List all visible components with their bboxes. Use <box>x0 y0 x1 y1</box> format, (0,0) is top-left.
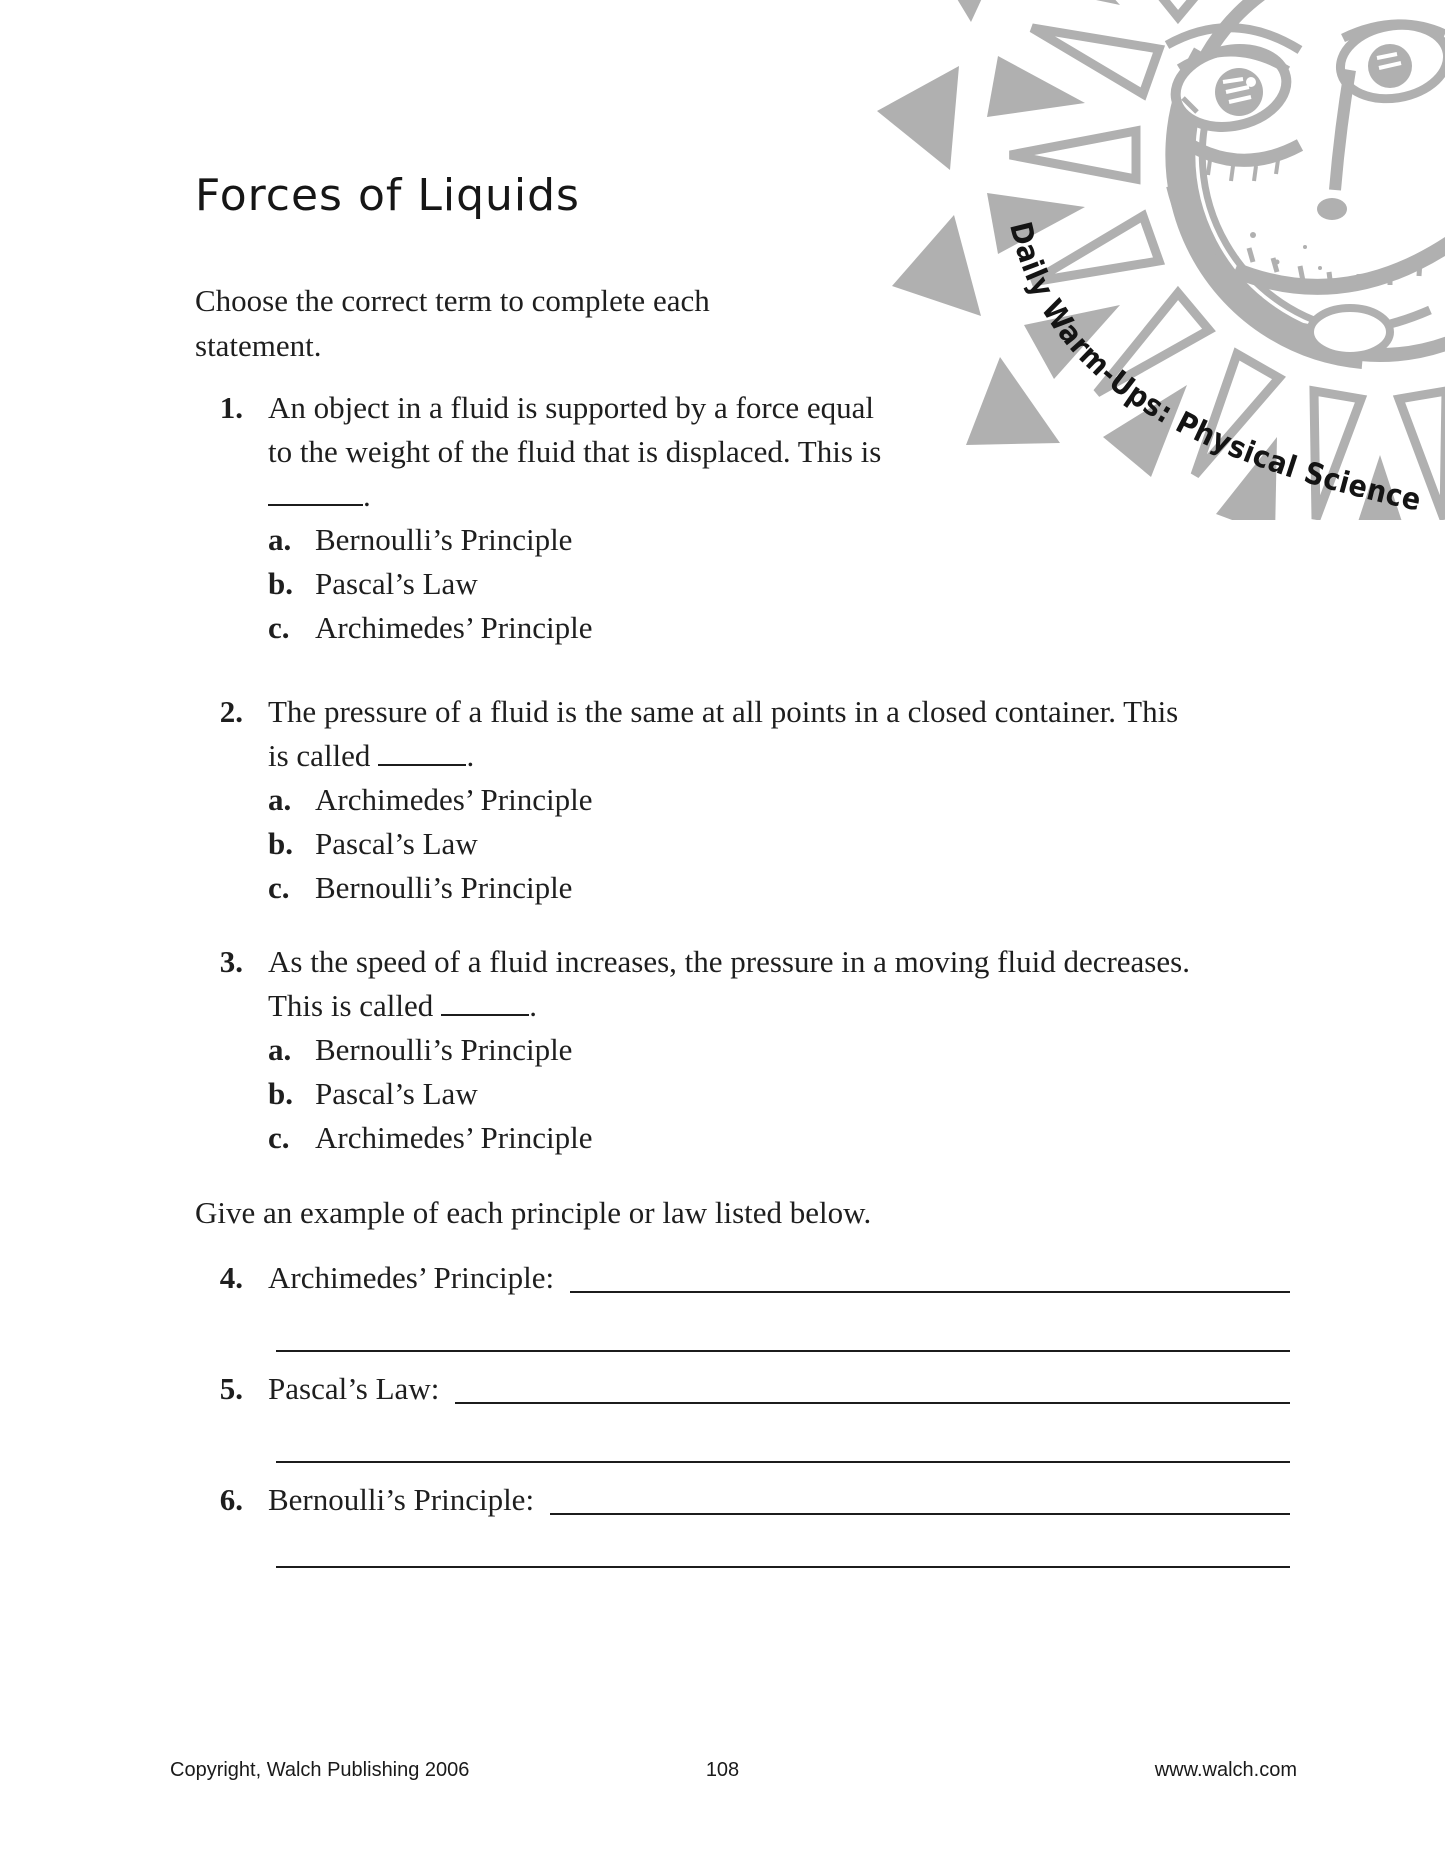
option-letter: b. <box>268 1076 293 1111</box>
question-2 <box>195 690 1178 910</box>
question-text-line: is called . <box>268 734 1178 778</box>
writing-line <box>550 1478 1290 1515</box>
option-letter: a. <box>268 1032 292 1067</box>
option-letter: a. <box>268 522 292 557</box>
watermark-text: Daily Warm-Ups: Physical Science <box>1002 218 1427 519</box>
answer-blank <box>441 984 529 1016</box>
option-a <box>268 518 881 562</box>
footer-website: www.walch.com <box>1154 1759 1297 1781</box>
option-text: Archimedes’ Principle <box>315 1120 593 1155</box>
question-1 <box>195 386 881 650</box>
option-b <box>268 822 1178 866</box>
question-text-line: This is called . <box>268 984 1190 1028</box>
option-letter: a. <box>268 782 292 817</box>
item-number: 6. <box>219 1482 243 1517</box>
intro-paragraph <box>195 278 710 368</box>
section2-instruction: Give an example of each principle or law listed below. <box>195 1195 872 1230</box>
item-label: Archimedes’ Principle: <box>268 1260 555 1295</box>
item-number: 5. <box>219 1371 243 1406</box>
sun-illustration-svg <box>845 0 1445 520</box>
item-label: Pascal’s Law: <box>268 1371 440 1406</box>
option-c <box>268 1116 1190 1160</box>
option-letter: b. <box>268 566 293 601</box>
option-text: Archimedes’ Principle <box>315 610 593 645</box>
writing-line <box>276 1461 1290 1463</box>
fill-item-4 <box>195 1256 1290 1300</box>
page-footer <box>0 1759 1445 1785</box>
question-number: 2. <box>219 694 243 729</box>
option-text: Archimedes’ Principle <box>315 782 593 817</box>
question-text-line: As the speed of a fluid increases, the pressure in a moving fluid decreases. <box>268 944 1190 979</box>
intro-line-1: Choose the correct term to complete each <box>195 283 710 318</box>
blank-suffix: . <box>363 478 371 513</box>
item-number: 4. <box>219 1260 243 1295</box>
option-letter: c. <box>268 610 290 645</box>
question-number: 3. <box>219 944 243 979</box>
question-text-line: to the weight of the fluid that is displaced. This is <box>268 434 882 469</box>
question-text-line: An object in a fluid is supported by a force equal <box>268 390 875 425</box>
sun-face <box>1167 0 1445 356</box>
writing-line <box>570 1256 1290 1293</box>
option-b <box>268 562 881 606</box>
option-text: Pascal’s Law <box>315 566 478 601</box>
blank-suffix: . <box>529 988 538 1023</box>
question-number: 1. <box>219 390 243 425</box>
option-c <box>268 606 881 650</box>
writing-line <box>455 1367 1290 1404</box>
blank-suffix: . <box>466 738 475 773</box>
fill-item-6 <box>195 1478 1290 1522</box>
writing-line <box>276 1566 1290 1568</box>
question-blank-line <box>268 474 881 518</box>
option-a <box>268 1028 1190 1072</box>
sun-woodcut-illustration <box>845 0 1445 520</box>
answer-blank <box>378 734 466 766</box>
answer-blank <box>268 474 363 506</box>
option-letter: c. <box>268 1120 290 1155</box>
sun-chin <box>1310 308 1390 356</box>
option-text: Bernoulli’s Principle <box>315 522 573 557</box>
option-b <box>268 1072 1190 1116</box>
writing-line <box>276 1350 1290 1352</box>
option-letter: c. <box>268 870 290 905</box>
option-a <box>268 778 1178 822</box>
item-label: Bernoulli’s Principle: <box>268 1482 535 1517</box>
option-text: Bernoulli’s Principle <box>315 1032 573 1067</box>
option-letter: b. <box>268 826 293 861</box>
option-text: Bernoulli’s Principle <box>315 870 573 905</box>
option-c <box>268 866 1178 910</box>
option-text: Pascal’s Law <box>315 826 478 861</box>
question-3 <box>195 940 1190 1160</box>
page-title: Forces of Liquids <box>195 170 580 221</box>
option-text: Pascal’s Law <box>315 1076 478 1111</box>
footer-copyright: Copyright, Walch Publishing 2006 <box>170 1759 470 1781</box>
intro-line-2: statement. <box>195 328 322 363</box>
footer-page-number: 108 <box>705 1759 740 1781</box>
question-text-line: The pressure of a fluid is the same at all points in a closed container. This <box>268 694 1179 729</box>
fill-item-5 <box>195 1367 1290 1411</box>
